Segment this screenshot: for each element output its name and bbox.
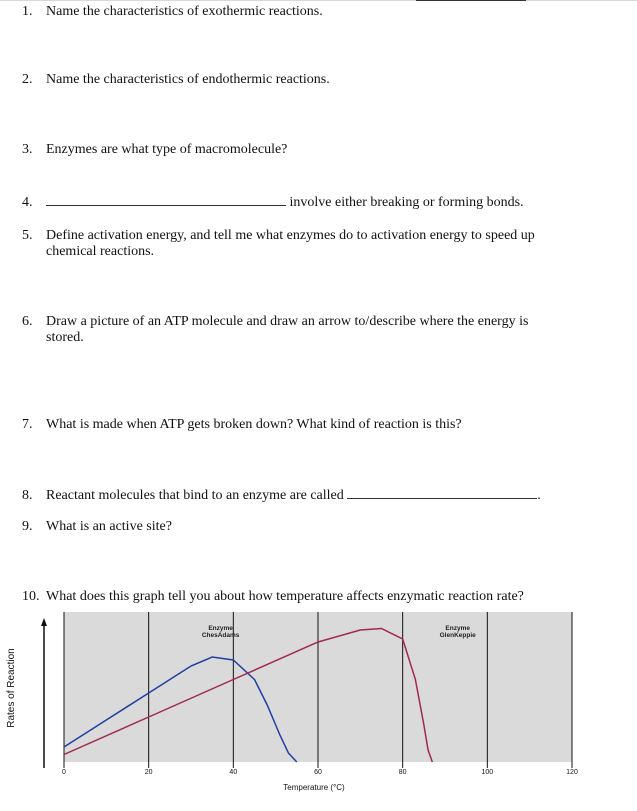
question-8: 8. Reactant molecules that bind to an enzyme are called . bbox=[22, 488, 541, 503]
question-1: 1. Name the characteristics of exothermic reactions. bbox=[22, 4, 323, 19]
annotation-1-line-2: ChesAdams bbox=[201, 632, 240, 639]
question-9-text: What is an active site? bbox=[46, 519, 172, 534]
question-5-text-cont: chemical reactions. bbox=[46, 244, 155, 259]
x-tick-label-100: 100 bbox=[481, 769, 494, 776]
question-10: 10. What does this graph tell you about how temperature affects enzymatic reaction rate? bbox=[22, 589, 524, 604]
x-axis-label: Temperature (°C) bbox=[283, 783, 345, 792]
x-tick-label-40: 40 bbox=[229, 769, 238, 776]
annotation-1-line-1: Enzyme bbox=[208, 625, 233, 632]
question-3-text: Enzymes are what type of macromolecule? bbox=[46, 142, 288, 157]
question-2-text: Name the characteristics of endothermic reactions. bbox=[46, 72, 330, 87]
x-tick-label-20: 20 bbox=[144, 769, 153, 776]
top-border bbox=[0, 0, 637, 1]
x-tick-label-120: 120 bbox=[566, 769, 578, 776]
x-tick-label-80: 80 bbox=[398, 769, 407, 776]
annotation-2-line-2: GlenKeppie bbox=[439, 632, 476, 639]
x-tick-label-0: 0 bbox=[62, 769, 66, 776]
top-answer-blank bbox=[416, 0, 526, 1]
question-5-text: Define activation energy, and tell me what enzymes do to activation energy to speed up bbox=[46, 228, 535, 243]
y-axis-arrow-icon bbox=[41, 618, 47, 626]
question-6-text-cont: stored. bbox=[46, 330, 84, 345]
answer-blank-8[interactable] bbox=[347, 486, 537, 499]
question-6: 6. Draw a picture of an ATP molecule and draw an arrow to/describe where the energy is stored. bbox=[22, 314, 612, 346]
question-1-text: Name the characteristics of exothermic reactions. bbox=[46, 4, 323, 19]
question-6-text: Draw a picture of an ATP molecule and draw an arrow to/describe where the energy is bbox=[46, 314, 529, 329]
y-axis-label: Rates of Reaction bbox=[6, 648, 17, 728]
question-7-text: What is made when ATP gets broken down? What kind of reaction is this? bbox=[46, 417, 462, 432]
annotation-2-line-1: Enzyme bbox=[445, 625, 470, 632]
question-4-text: involve either breaking or forming bonds. bbox=[289, 195, 524, 210]
question-7: 7. What is made when ATP gets broken down? What kind of reaction is this? bbox=[22, 417, 462, 432]
question-4: 4. involve either breaking or forming bonds. bbox=[22, 195, 524, 210]
question-8-text: Reactant molecules that bind to an enzyme are called bbox=[46, 488, 344, 503]
question-2: 2. Name the characteristics of endothermic reactions. bbox=[22, 72, 330, 87]
question-10-text: What does this graph tell you about how temperature affects enzymatic reaction rate? bbox=[46, 589, 524, 604]
question-5: 5. Define activation energy, and tell me what enzymes do to activation energy to speed up chemical reactions. bbox=[22, 228, 612, 260]
question-3: 3. Enzymes are what type of macromolecule? bbox=[22, 142, 288, 157]
answer-blank-4[interactable] bbox=[46, 193, 286, 206]
temperature-rate-chart bbox=[0, 608, 637, 808]
x-tick-label-60: 60 bbox=[314, 769, 322, 776]
question-9: 9. What is an active site? bbox=[22, 519, 172, 534]
